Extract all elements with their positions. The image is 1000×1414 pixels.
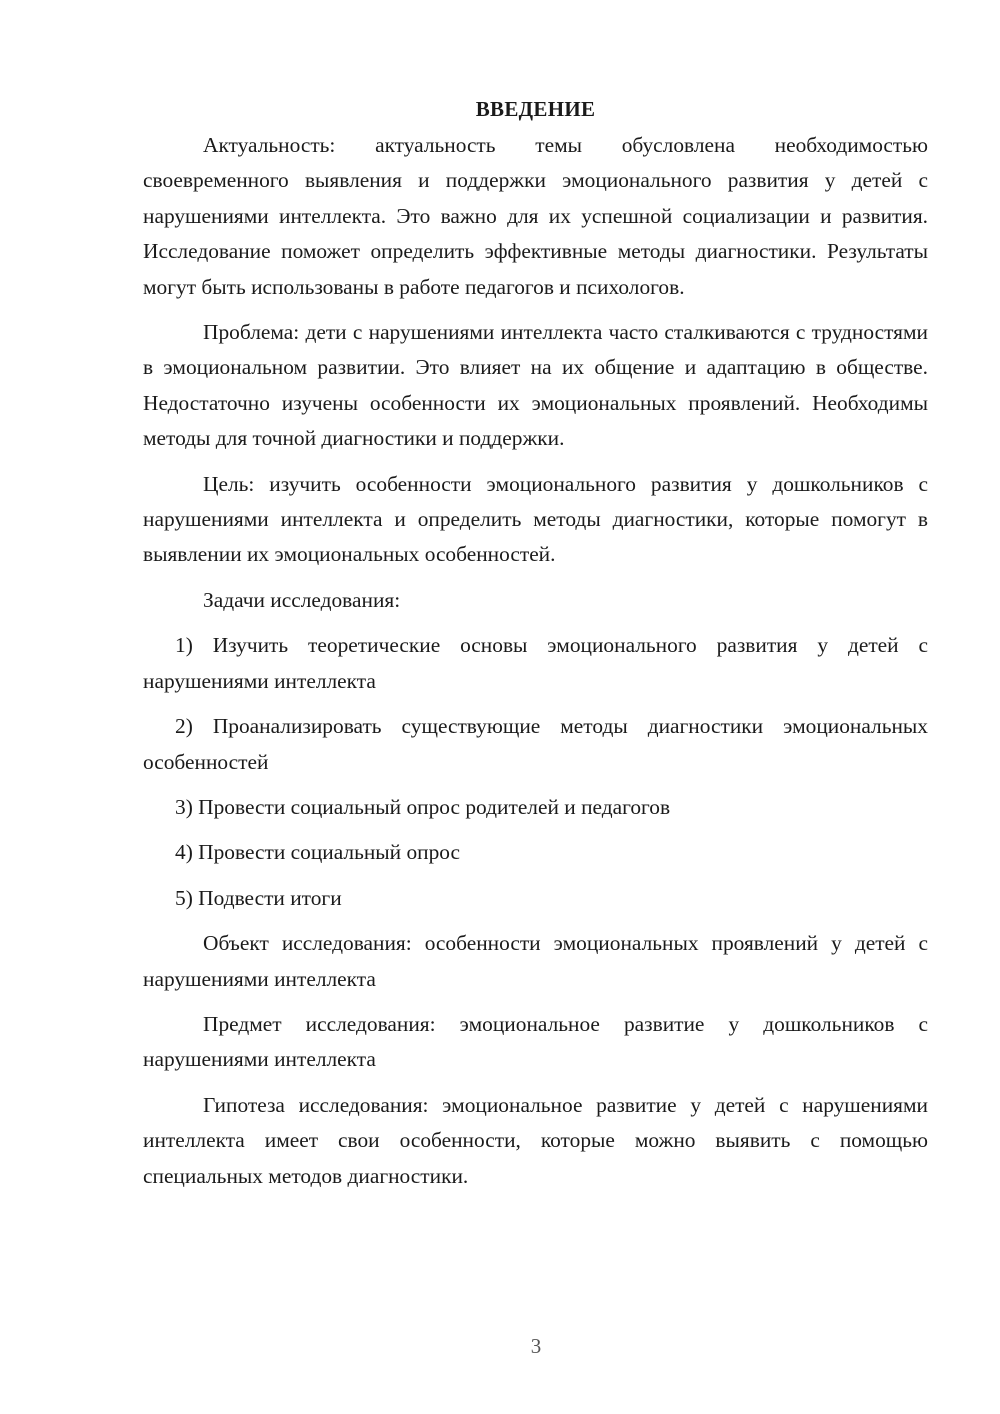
- hypothesis-paragraph: Гипотеза исследования: эмоциональное развитие у детей с нарушениями интеллекта имеет свои особенности, которые можно выявить с помощью специальных методов диагностики.: [143, 1092, 928, 1188]
- goal-paragraph: Цель: изучить особенности эмоционального развития у дошкольников с нарушениями интеллекта и определить методы диагностики, которые помогут в выявлении их эмоциональных особенностей.: [143, 471, 928, 567]
- relevance-paragraph: Актуальность: актуальность темы обусловлена необходимостью своевременного выявления и поддержки эмоционального развития у детей с нарушениями интеллекта. Это важно для их успешной социализации и развития. Исследование поможет определить эффективные методы диагностики. Результаты могут быть использованы в работе педагогов и психологов.: [143, 133, 928, 299]
- subject-paragraph: Предмет исследования: эмоциональное развитие у дошкольников с нарушениями интеллекта: [143, 1011, 928, 1072]
- object-paragraph: Объект исследования: особенности эмоциональных проявлений у детей с нарушениями интеллекта: [143, 931, 928, 991]
- document-heading: ВВЕДЕНИЕ: [475, 97, 596, 121]
- document-page: [143, 92, 928, 1204]
- task-item-1: 1) Изучить теоретические основы эмоционального развития у детей с нарушениями интеллекта: [143, 633, 928, 693]
- task-item-2: 2) Проанализировать существующие методы диагностики эмоциональных особенностей: [143, 714, 928, 774]
- problem-paragraph: Проблема: дети с нарушениями интеллекта часто сталкиваются с трудностями в эмоциональном развитии. Это влияет на их общение и адаптацию в обществе. Недостаточно изучены особенности их эмоциональных проявлений. Необходимы методы для точной диагностики и поддержки.: [143, 320, 928, 451]
- tasks-title: Задачи исследования:: [203, 587, 401, 612]
- task-item-5: 5) Подвести итоги: [175, 885, 342, 910]
- task-item-3: 3) Провести социальный опрос родителей и педагогов: [175, 794, 671, 819]
- page-number: 3: [530, 1334, 542, 1358]
- task-item-4: 4) Провести социальный опрос: [175, 840, 461, 865]
